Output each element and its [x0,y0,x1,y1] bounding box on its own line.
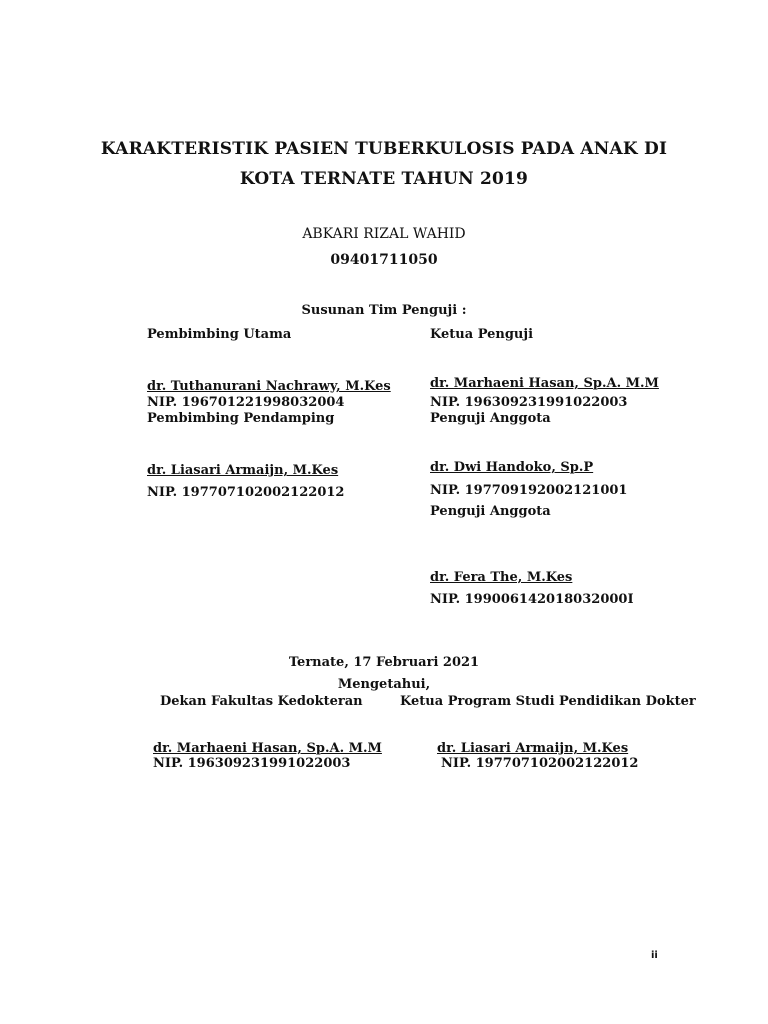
dean-name: dr. Marhaeni Hasan, Sp.A. M.M [153,741,382,756]
place-date: Ternate, 17 Februari 2021 [288,655,480,670]
left-nip-1: NIP. 196701221998032004 [147,395,345,410]
right-nip-3: NIP. 199006142018032000I [430,592,634,607]
left-nip-2: NIP. 197707102002122012 [147,485,345,500]
right-role-3: Penguji Anggota [430,504,551,519]
document-title-line-2: KOTA TERNATE TAHUN 2019 [239,169,529,189]
program-head-name: dr. Liasari Armaijn, M.Kes [437,741,629,756]
acknowledged-label: Mengetahui, [337,677,431,692]
right-name-3: dr. Fera The, M.Kes [430,570,573,585]
right-name-1: dr. Marhaeni Hasan, Sp.A. M.M [430,376,659,391]
program-head-nip: NIP. 197707102002122012 [441,756,639,771]
right-nip-1: NIP. 196309231991022003 [430,395,628,410]
right-role-2: Penguji Anggota [430,411,551,426]
right-role-1: Ketua Penguji [430,327,534,342]
left-role-2: Pembimbing Pendamping [147,411,335,426]
program-head-role: Ketua Program Studi Pendidikan Dokter [400,694,696,709]
right-name-2: dr. Dwi Handoko, Sp.P [430,460,594,475]
document-title-line-1: KARAKTERISTIK PASIEN TUBERKULOSIS PADA ANAK DI [100,139,668,159]
left-name-1: dr. Tuthanurani Nachrawy, M.Kes [147,379,391,394]
right-nip-2: NIP. 197709192002121001 [430,483,628,498]
author-name: ABKARI RIZAL WAHID [302,226,466,242]
dean-role: Dekan Fakultas Kedokteran [160,694,363,709]
left-name-2: dr. Liasari Armaijn, M.Kes [147,463,339,478]
page-number: ii [651,950,658,961]
dean-nip: NIP. 196309231991022003 [153,756,351,771]
author-id: 09401711050 [330,252,438,268]
left-role-1: Pembimbing Utama [147,327,292,342]
committee-heading: Susunan Tim Penguji : [301,303,467,318]
